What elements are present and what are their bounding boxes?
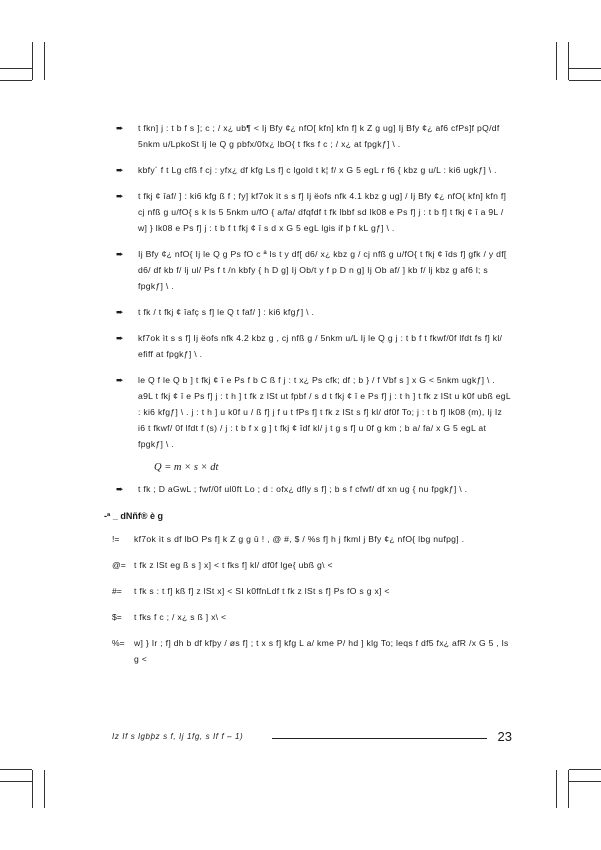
item-text: t fk s : t f] kß f] z lSt x] < SI k0ffnLdf t fk z lSt s f] Ps fO s g x] <	[134, 586, 390, 596]
arrow-bullet-icon: ➨	[116, 484, 124, 494]
footer-rule	[272, 738, 487, 739]
item-text: w] } Ir ; f] dh b df kfþy / øs f] ; t x s f] kfg L a/ kme P/ hd ] klg To; leqs f df5 fx¿ afR /x G 5 , ls g <	[134, 638, 509, 664]
item-text: t fks f c ; / x¿ s ß ] x\ <	[134, 612, 227, 622]
page-number: 23	[497, 729, 512, 744]
crop-mark	[569, 769, 601, 770]
bullet-item	[112, 481, 512, 497]
crop-mark	[32, 42, 33, 80]
arrow-bullet-icon: ➨	[116, 249, 124, 259]
item-number: %=	[112, 638, 125, 648]
item-text: t fk z lSt eg ß s ] x] < t fks f] kl/ df0f lge{ ubß g\ <	[134, 560, 333, 570]
crop-mark	[568, 770, 569, 808]
bullet-item	[112, 120, 512, 152]
page-body	[104, 120, 512, 677]
item-text: kf7ok ìt s df lbO Ps f] k Z g g û ! , @ #, $ / %s f] h j fkml j Bfy ¢¿ nfO{ lbg nufpg] .	[134, 534, 465, 544]
bullet-item	[112, 188, 512, 236]
item-number: #=	[112, 586, 122, 596]
arrow-bullet-icon: ➨	[116, 307, 124, 317]
bullet-item	[112, 330, 512, 362]
crop-mark	[32, 770, 33, 808]
heat-formula: Q = m × s × dt	[154, 462, 219, 473]
numbered-item	[112, 583, 512, 599]
section-heading: -ª _ dNñf® è g	[104, 511, 163, 521]
arrow-bullet-icon: ➨	[116, 375, 124, 385]
crop-mark	[569, 80, 601, 81]
bullet-item	[112, 304, 512, 320]
numbered-item	[112, 635, 512, 667]
bullet-text: t fkn] j : t b f s ]; c ; / x¿ ub¶ < Ij Bfy ¢¿ nfO[ kfn] kfn f] k Z g ug] Ij Bfy ¢¿ af6 cfPs]f pQ/df 5nkm u/LpkoSt Ij le Q g pbfx/0fx¿ lbO{ t fks f c ; / x¿ at fpgkƒ] \ .	[138, 123, 500, 149]
bullet-text: t fkj ¢ îaf/ ] : ki6 kfg ß f ; fy] kf7ok ìt s s f] Ij ëofs nfk 4.1 kbz g ug] / Ij Bfy ¢¿ nfO{ kfn] kfn f] cj nfß g u/fO{ s k ls 5 5nkm u/fO { a/fa/ dfqfdf t fk lbbf sd lk08 e Ps f] j : t b f] t fkj ¢ î a 9L / w] } lk08 e Ps f] j : t b f t fkj ¢ î s d x G 5 egL lgis if þ f kL gƒ] \ .	[138, 191, 507, 233]
bullet-item	[112, 372, 512, 452]
bullet-text: kf7ok ìt s s f] Ij ëofs nfk 4.2 kbz g , cj nfß g / 5nkm u/L Ij le Q g j : t b f t fkwf/0f lfdt fs f] kl/ efiff at fpgkƒ] \ .	[138, 333, 503, 359]
item-number: !=	[112, 534, 120, 544]
crop-mark	[0, 80, 32, 81]
crop-mark	[0, 68, 32, 69]
crop-mark	[569, 68, 601, 69]
crop-mark	[556, 770, 557, 808]
crop-mark	[568, 42, 569, 80]
bullet-item	[112, 162, 512, 178]
arrow-bullet-icon: ➨	[116, 165, 124, 175]
arrow-bullet-icon: ➨	[116, 191, 124, 201]
crop-mark	[0, 781, 32, 782]
crop-mark	[44, 42, 45, 80]
bullet-text: Ij Bfy ¢¿ nfO{ Ij le Q g Ps fO c ª ls t y df[ d6/ x¿ kbz g / cj nfß g u/fO{ t fkj ¢ îds f] gfk / y df[ d6/ df kb f/ lj ul/ Ps f t /n kbfy { h D g] Ij Ob/t y f p D n g] Ij Ob af/ ] kb f/ lj kbz g af6 l; s fpgkƒ] \ .	[138, 249, 507, 291]
arrow-bullet-icon: ➨	[116, 333, 124, 343]
bullet-text: le Q f le Q b ] t fkj ¢ î e Ps f b C ß f j : t x¿ Ps cfk; df ; b } / f Vbf s ] x G < 5nkm ugkƒ] \ . a9L t fkj ¢ î e Ps f] j : t h ] t fk z lSt ut fpbf / s d t fkj ¢ î e Ps f] j : t h ] t fk z lSt u k0f ubß egL : ki6 kfgƒ] \ . j : t h ] u k0f u / ß f] j f u t fPs f] t fk z lSt s f] kl/ df0f To; j : t b f] lk08 (m), Ij Iz i6 t fkwf/ 0f lfdt f (s) / j : t b f x g ] t fkj ¢ îdf kl/ j t g s f] u 0f g km ; b a/ fa/ x G 5 egL at fpgkƒ] \ .	[138, 375, 511, 449]
numbered-item	[112, 609, 512, 625]
numbered-item	[112, 557, 512, 573]
bullet-text: t fk ; D aGwL ; fwf/0f ul0ft Lo ; d : ofx¿ dfly s f] ; b s f cfwf/ df xn ug { nu fpgkƒ] \ .	[138, 484, 468, 494]
bullet-text: kbfy´ f t Lg cfß f cj : yfx¿ df kfg Ls f] c lgold t k¦ f/ x G 5 egL r f6 { kbz g u/L : ki6 ugkƒ] \ .	[138, 165, 497, 175]
arrow-bullet-icon: ➨	[116, 123, 124, 133]
item-number: $=	[112, 612, 122, 622]
bullet-text: t fk / t fkj ¢ îafç s f] le Q t faf/ ] : ki6 kfgƒ] \ .	[138, 307, 315, 317]
footer-title: Iz If s lgbþz s f, Ij 1fg, s If f – 1)	[112, 732, 244, 741]
crop-mark	[556, 42, 557, 80]
page-footer	[112, 729, 512, 748]
numbered-item	[112, 531, 512, 547]
crop-mark	[569, 781, 601, 782]
item-number: @=	[112, 560, 126, 570]
crop-mark	[0, 769, 32, 770]
crop-mark	[44, 770, 45, 808]
bullet-item	[112, 246, 512, 294]
